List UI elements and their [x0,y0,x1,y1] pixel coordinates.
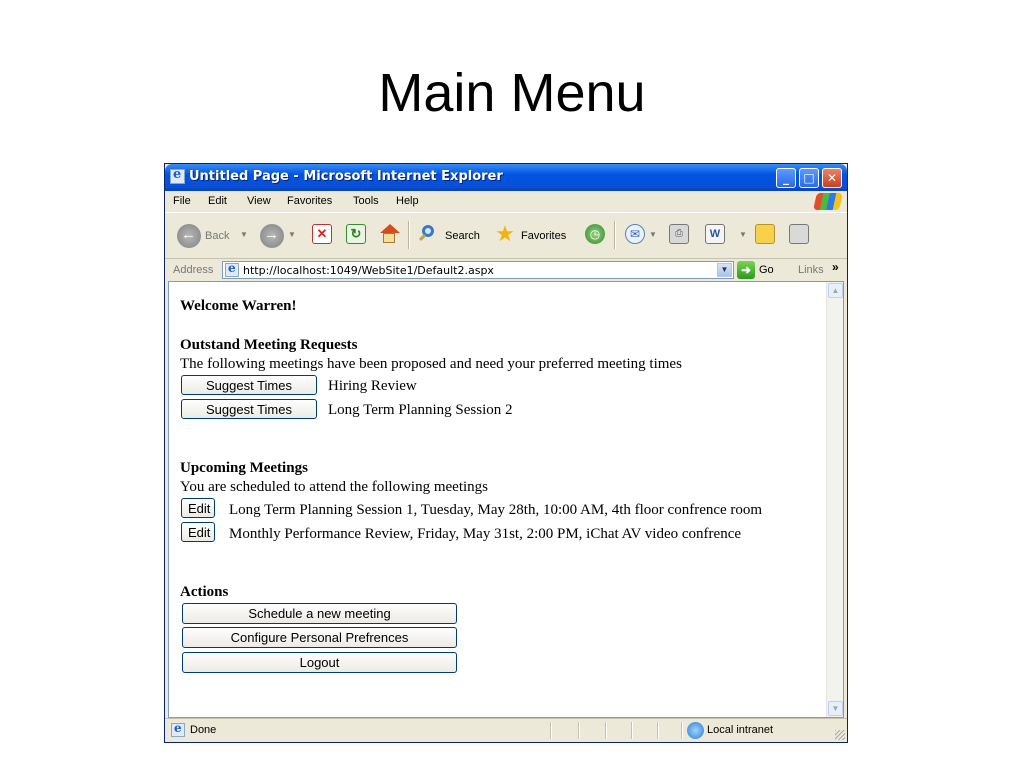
scroll-down-icon[interactable]: ▼ [828,701,843,716]
edit-dropdown-icon[interactable]: ▼ [739,230,747,239]
resize-grip-icon[interactable] [835,730,845,740]
history-icon[interactable]: ◷ [585,224,605,244]
status-divider [681,722,683,739]
menu-edit[interactable]: Edit [208,195,227,207]
logout-button[interactable]: Logout [182,652,457,673]
stop-icon[interactable]: ✕ [312,224,332,244]
chevron-down-icon[interactable]: ▼ [717,263,732,277]
edit-meeting-button[interactable]: Edit [181,522,215,542]
links-label[interactable]: Links [798,264,824,276]
meeting-details: Monthly Performance Review, Friday, May 31st, 2:00 PM, iChat AV video confrence [229,526,742,542]
title-bar[interactable] [165,164,847,191]
search-label[interactable]: Search [445,230,480,242]
search-icon[interactable] [418,224,438,244]
status-divider [550,722,552,739]
request-name: Hiring Review [328,378,417,394]
forward-icon[interactable] [260,224,284,248]
maximize-button[interactable]: □ [799,168,819,188]
go-arrow-icon[interactable]: ➜ [737,261,755,279]
page-status-icon [171,723,185,737]
standard-toolbar [165,212,847,259]
configure-preferences-button[interactable]: Configure Personal Prefrences [182,627,457,648]
back-label[interactable]: Back [205,230,230,242]
ie-logo-icon [170,169,185,184]
upcoming-description: You are scheduled to attend the following meetings [180,479,488,495]
window-title: Untitled Page - Microsoft Internet Explorer [189,169,503,184]
menu-tools[interactable]: Tools [353,195,379,207]
print-icon[interactable]: ⎙ [669,224,689,244]
menu-file[interactable]: File [173,195,191,207]
page-viewport [168,281,844,718]
requests-heading: Outstand Meeting Requests [180,337,358,353]
security-zone: Local intranet [707,724,774,736]
requests-description: The following meetings have been proposed and need your preferred meeting times [180,356,682,372]
go-button[interactable]: Go [759,264,774,276]
address-url[interactable]: http://localhost:1049/WebSite1/Default2.aspx [243,264,494,277]
status-divider [631,722,633,739]
menu-help[interactable]: Help [396,195,419,207]
schedule-meeting-button[interactable]: Schedule a new meeting [182,603,457,624]
status-bar [165,718,847,742]
research-icon[interactable] [789,224,809,244]
address-label: Address [173,264,214,276]
toolbar-separator [408,221,410,249]
favorites-label[interactable]: Favorites [521,230,567,242]
mail-dropdown-icon[interactable]: ▼ [649,230,657,239]
meeting-details: Long Term Planning Session 1, Tuesday, May 28th, 10:00 AM, 4th floor confrence room [229,502,763,518]
globe-icon [687,722,704,739]
request-name: Long Term Planning Session 2 [328,402,513,418]
word-icon[interactable]: W [705,224,725,244]
scroll-up-icon[interactable]: ▲ [828,283,843,298]
forward-dropdown-icon[interactable]: ▼ [288,230,296,239]
windows-logo-icon [813,193,843,210]
folder-icon[interactable] [755,224,775,244]
edit-meeting-button[interactable]: Edit [181,498,215,518]
minimize-button[interactable]: _ [776,168,796,188]
welcome-heading: Welcome Warren! [180,298,297,314]
favorites-icon[interactable]: ★ [495,221,515,246]
address-input[interactable] [222,261,734,279]
links-chevron-icon[interactable]: » [832,260,839,274]
toolbar-separator [614,221,616,249]
mail-icon[interactable]: ✉ [625,224,645,244]
upcoming-heading: Upcoming Meetings [180,460,308,476]
status-divider [657,722,659,739]
actions-heading: Actions [180,584,229,600]
page-icon [225,263,239,277]
back-dropdown-icon[interactable]: ▼ [240,230,248,239]
address-bar [165,259,847,281]
home-icon[interactable] [379,224,399,244]
suggest-times-button[interactable]: Suggest Times [181,399,317,419]
suggest-times-button[interactable]: Suggest Times [181,375,317,395]
slide-title: Main Menu [378,63,646,123]
back-icon[interactable] [177,224,201,248]
status-divider [578,722,580,739]
menu-favorites[interactable]: Favorites [287,195,333,207]
status-divider [605,722,607,739]
menu-bar [165,191,847,211]
close-button[interactable]: ✕ [822,168,842,188]
status-text: Done [190,724,217,736]
menu-view[interactable]: View [247,195,271,207]
vertical-scrollbar[interactable] [826,282,843,717]
browser-window [164,163,848,743]
refresh-icon[interactable]: ↻ [346,224,366,244]
